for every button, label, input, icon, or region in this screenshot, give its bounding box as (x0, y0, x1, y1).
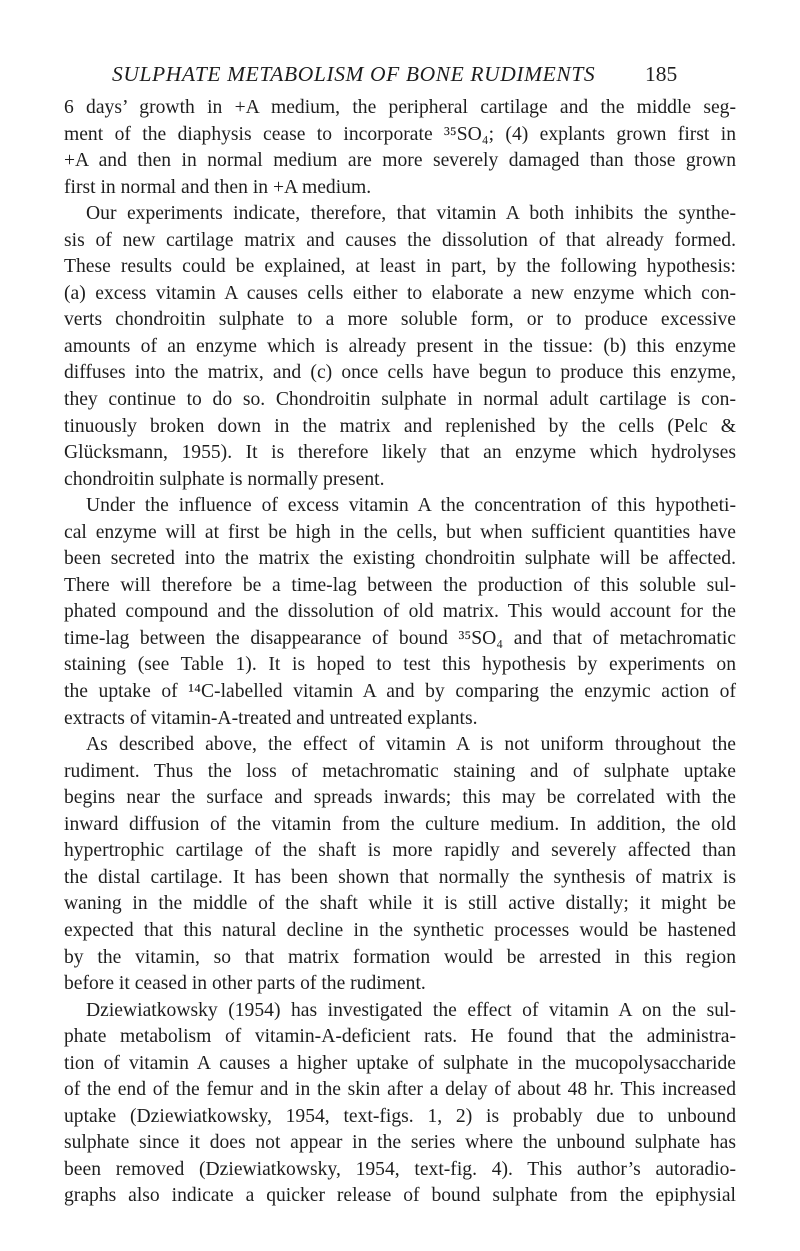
text-line: tinuously broken down in the matrix and replenished by the cells (Pelc & (64, 415, 736, 437)
text-line: staining (see Table 1). It is hoped to test this hypothesis by experiments on (64, 654, 736, 676)
text-line: they continue to do so. Chondroitin sulphate in normal adult cartilage is con- (64, 389, 736, 411)
text-line: Dziewiatkowsky (1954) has investigated the effect of vitamin A on the sul- (86, 999, 736, 1021)
text-line: Under the influence of excess vitamin A the concentration of this hypotheti- (86, 495, 736, 517)
text-line: been secreted into the matrix the existing chondroitin sulphate will be affected. (64, 548, 736, 570)
text-line: phated compound and the dissolution of old matrix. This would account for the (64, 601, 736, 623)
text-line: inward diffusion of the vitamin from the culture medium. In addition, the old (64, 813, 736, 835)
text-line: of the end of the femur and in the skin after a delay of about 48 hr. This increased (64, 1079, 736, 1101)
text-line: As described above, the effect of vitamin A is not uniform throughout the (86, 734, 736, 756)
text-line: waning in the middle of the shaft while it is still active distally; it might be (64, 893, 736, 915)
running-head (0, 62, 800, 92)
text-line: (a) excess vitamin A causes cells either to elaborate a new enzyme which con- (64, 282, 736, 304)
text-line: rudiment. Thus the loss of metachromatic staining and of sulphate uptake (64, 760, 736, 782)
text-line: graphs also indicate a quicker release of bound sulphate from the epiphysial (64, 1185, 736, 1207)
text-line: +A and then in normal medium are more severely damaged than those grown (64, 150, 736, 172)
text-line: first in normal and then in +A medium. (64, 176, 372, 198)
text-line: These results could be explained, at least in part, by the following hypothesis: (64, 256, 736, 278)
text-line: Our experiments indicate, therefore, that vitamin A both inhibits the synthe- (86, 203, 736, 225)
text-line: sis of new cartilage matrix and causes the dissolution of that already formed. (64, 229, 736, 251)
text-line: There will therefore be a time-lag between the production of this soluble sul- (64, 574, 736, 596)
text-line: diffuses into the matrix, and (c) once cells have begun to produce this enzyme, (64, 362, 736, 384)
text-line: sulphate since it does not appear in the series where the unbound sulphate has (64, 1132, 736, 1154)
text-line: chondroitin sulphate is normally present. (64, 468, 385, 490)
text-line: expected that this natural decline in the synthetic processes would be hastened (64, 919, 736, 941)
running-title: SULPHATE METABOLISM OF BONE RUDIMENTS (112, 62, 596, 86)
text-line: begins near the surface and spreads inwards; this may be correlated with the (64, 787, 736, 809)
text-line: extracts of vitamin-A-treated and untreated explants. (64, 707, 478, 729)
text-line: ment of the diaphysis cease to incorporate ³⁵SO₄; (4) explants grown first in (64, 123, 736, 145)
text-line: verts chondroitin sulphate to a more soluble form, or to produce excessive (64, 309, 736, 331)
text-line: uptake (Dziewiatkowsky, 1954, text-figs. 1, 2) is probably due to unbound (64, 1105, 736, 1127)
text-line: tion of vitamin A causes a higher uptake of sulphate in the mucopolysaccharide (64, 1052, 736, 1074)
text-line: by the vitamin, so that matrix formation would be arrested in this region (64, 946, 736, 968)
text-line: Glücksmann, 1955). It is therefore likely that an enzyme which hydrolyses (64, 442, 736, 464)
text-line: phate metabolism of vitamin-A-deficient rats. He found that the administra- (64, 1026, 736, 1048)
text-line: hypertrophic cartilage of the shaft is more rapidly and severely affected than (64, 840, 736, 862)
body-text (64, 95, 736, 1210)
text-line: cal enzyme will at first be high in the cells, but when sufficient quantities have (64, 521, 736, 543)
text-line: been removed (Dziewiatkowsky, 1954, text-fig. 4). This author’s autoradio- (64, 1158, 736, 1180)
text-line: before it ceased in other parts of the rudiment. (64, 973, 426, 995)
text-line: time-lag between the disappearance of bound ³⁵SO₄ and that of metachromatic (64, 627, 736, 649)
text-line: the uptake of ¹⁴C-labelled vitamin A and by comparing the enzymic action of (64, 681, 736, 703)
text-line: amounts of an enzyme which is already present in the tissue: (b) this enzyme (64, 335, 736, 357)
page-number: 185 (645, 62, 678, 86)
text-line: the distal cartilage. It has been shown that normally the synthesis of matrix is (64, 866, 736, 888)
text-line: 6 days’ growth in +A medium, the peripheral cartilage and the middle seg- (64, 97, 736, 118)
